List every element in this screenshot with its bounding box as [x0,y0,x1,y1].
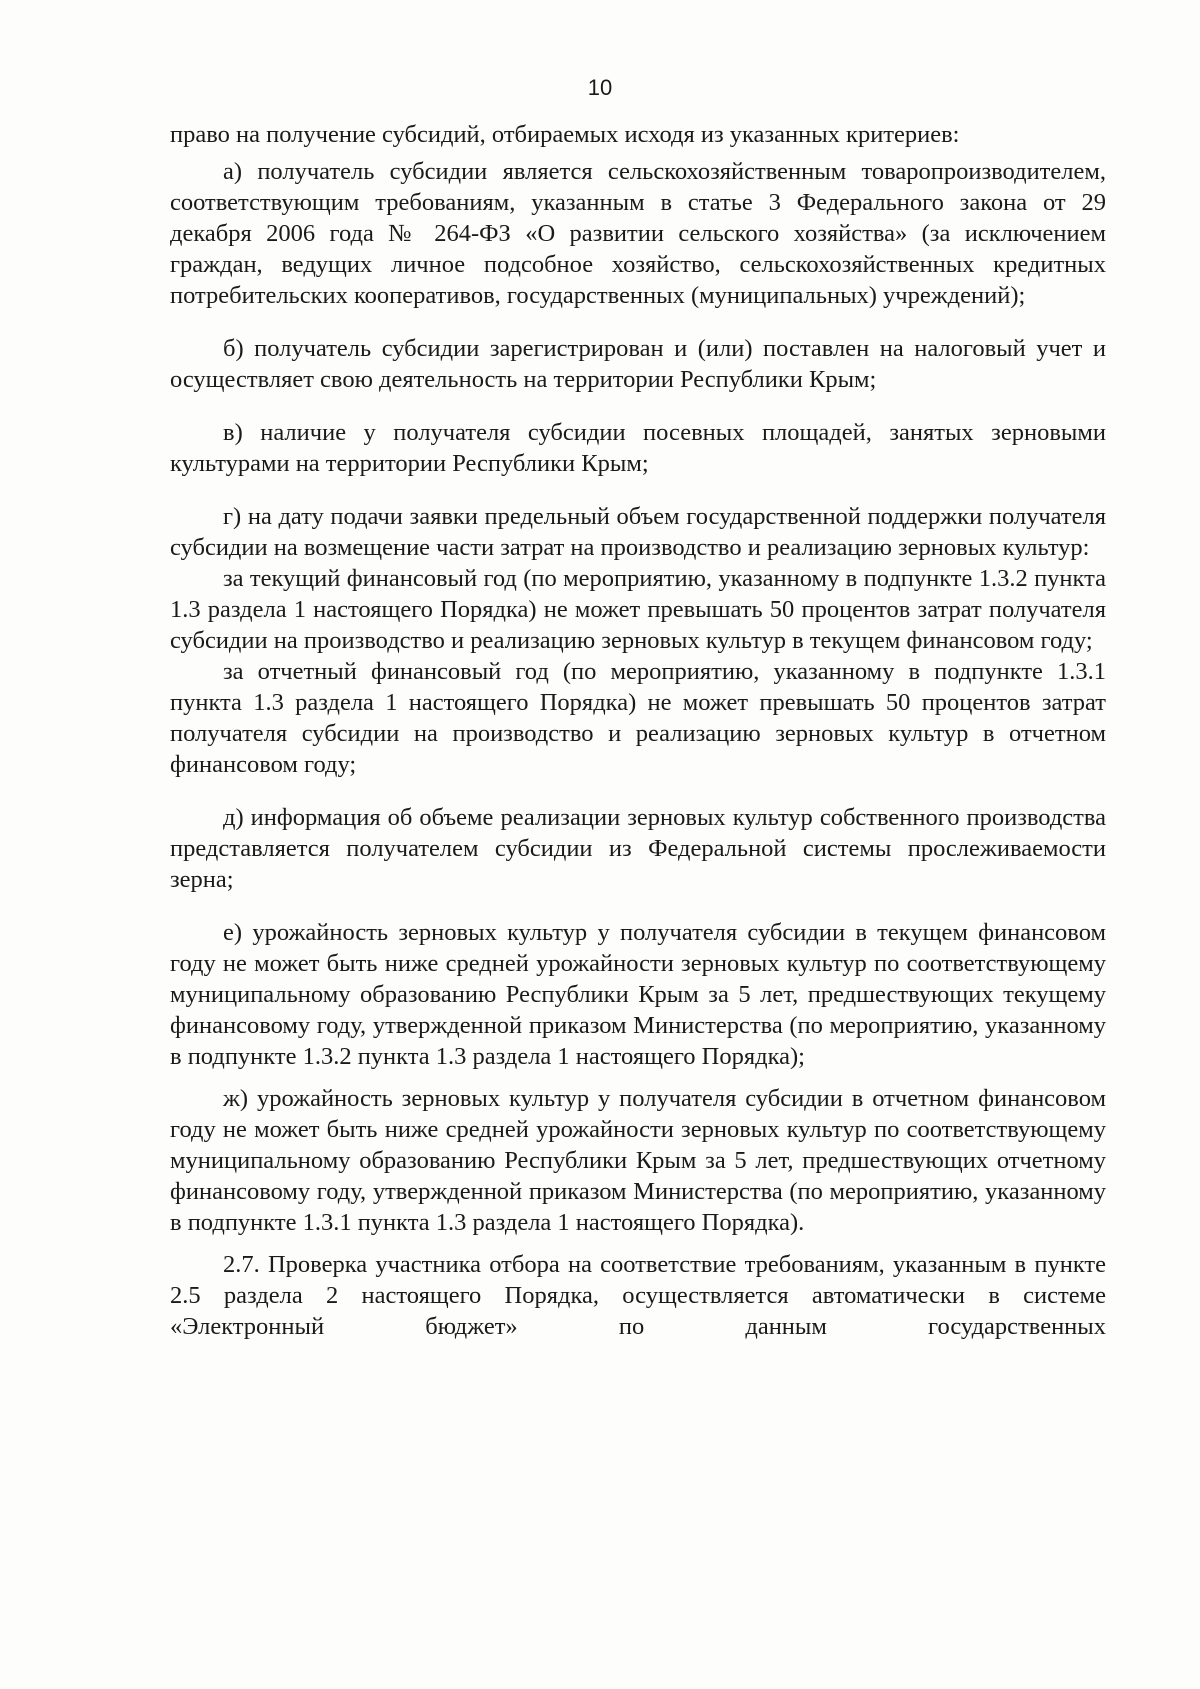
paragraph-intro: право на получение субсидий, отбираемых исходя из указанных критериев: [170,121,960,148]
paragraph-criterion-d: д) информация об объеме реализации зерновых культур собственного производства представляется получателем субсидии из Федеральной системы прослеживаемости зерна; [170,804,1106,893]
paragraph-criterion-b: б) получатель субсидии зарегистрирован и (или) поставлен на налоговый учет и осуществляет свою деятельность на территории Республики Крым; [170,335,1106,393]
paragraph-criterion-zh: ж) урожайность зерновых культур у получателя субсидии в отчетном финансовом году не может быть ниже средней урожайности зерновых культур по соответствующему муниципальному образованию Республики Крым за 5 лет, предшествующих отчетному финансовому году, утвержденной приказом Министерства (по мероприятию, указанному в подпункте 1.3.1 пункта 1.3 раздела 1 настоящего Порядка). [170,1085,1106,1236]
paragraph-criterion-e: е) урожайность зерновых культур у получателя субсидии в текущем финансовом году не может быть ниже средней урожайности зерновых культур по соответствующему муниципальному образованию Республики Крым за 5 лет, предшествующих текущему финансовому году, утвержденной приказом Министерства (по мероприятию, указанному в подпункте 1.3.2 пункта 1.3 раздела 1 настоящего Порядка); [170,919,1106,1070]
page-number: 10 [587,75,613,100]
document-body [170,119,1106,1342]
paragraph-section-2-7: 2.7. Проверка участника отбора на соответствие требованиям, указанным в пункте 2.5 раздела 2 настоящего Порядка, осуществляется автоматически в системе «Электронный бюджет» по данным государственных [170,1251,1106,1340]
paragraph-criterion-g: г) на дату подачи заявки предельный объем государственной поддержки получателя субсидии на возмещение части затрат на производство и реализацию зерновых культур: [170,503,1106,561]
paragraph-criterion-v: в) наличие у получателя субсидии посевных площадей, занятых зерновыми культурами на территории Республики Крым; [170,419,1106,477]
paragraph-criterion-a: а) получатель субсидии является сельскохозяйственным товаропроизводителем, соответствующим требованиям, указанным в статье 3 Федерального закона от 29 декабря 2006 года № 264-ФЗ «О развитии сельского хозяйства» (за исключением граждан, ведущих личное подсобное хозяйство, сельскохозяйственных кредитных потребительских кооперативов, государственных (муниципальных) учреждений); [170,158,1106,309]
paragraph-criterion-g-reporting-year: за отчетный финансовый год (по мероприятию, указанному в подпункте 1.3.1 пункта 1.3 раздела 1 настоящего Порядка) не может превышать 50 процентов затрат получателя субсидии на производство и реализацию зерновых культур в отчетном финансовом году; [170,658,1106,778]
paragraph-criterion-g-current-year: за текущий финансовый год (по мероприятию, указанному в подпункте 1.3.2 пункта 1.3 раздела 1 настоящего Порядка) не может превышать 50 процентов затрат получателя субсидии на производство и реализацию зерновых культур в текущем финансовом году; [170,565,1106,654]
